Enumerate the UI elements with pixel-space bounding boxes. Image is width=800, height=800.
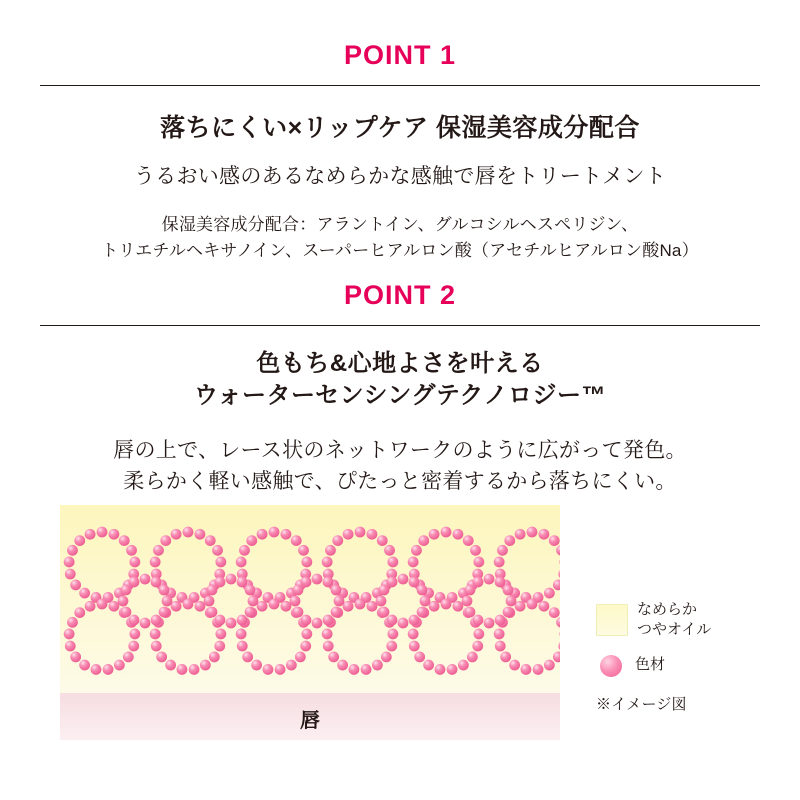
network-illustration: [60, 505, 560, 740]
legend-oil-label-line-2: つやオイル: [637, 621, 712, 639]
point-1-title: POINT 1: [343, 40, 457, 70]
oil-layer: [60, 505, 560, 693]
point-2-section: [0, 280, 800, 498]
point-2-headline-line-2: ウォーターセンシングテクノロジー™: [194, 382, 606, 410]
legend: [596, 600, 786, 714]
illustration-svg: [60, 505, 560, 740]
divider-point-1: [40, 85, 760, 86]
point-2-title: POINT 2: [343, 280, 457, 310]
oil-swatch-icon: [596, 604, 628, 636]
legend-caption: ※イメージ図: [596, 695, 687, 713]
point-1-headline: 落ちにくい×リップケア 保湿美容成分配合: [160, 114, 640, 142]
point-2-headline: [0, 348, 800, 413]
point-2-description-line-2: 柔らかく軽い感触で、ぴたっと密着するから落ちにくい。: [123, 470, 677, 494]
legend-item-pigment: [596, 655, 786, 677]
point-1-section: [0, 40, 800, 265]
point-2-description: [0, 435, 800, 498]
point-2-description-line-1: 唇の上で、レース状のネットワークのように広がって発色。: [113, 438, 687, 462]
lip-label: 唇: [300, 710, 320, 732]
legend-oil-label: [637, 600, 711, 641]
bead-swatch-icon: [600, 655, 622, 677]
point-1-subhead: うるおい感のあるなめらかな感触で唇をトリートメント: [133, 165, 667, 188]
legend-oil-label-line-1: なめらか: [637, 601, 698, 618]
point-1-note: [0, 212, 800, 265]
legend-pigment-label: 色材: [635, 656, 666, 674]
point-1-note-line-2: トリエチルヘキサノイン、スーパーヒアルロン酸（アセチルヒアルロン酸Na）: [101, 241, 699, 261]
legend-item-oil: [596, 600, 786, 641]
divider-point-2: [40, 325, 760, 326]
point-2-headline-line-1: 色もち&心地よさを叶える: [256, 350, 544, 377]
point-1-note-line-1: 保湿美容成分配合：アラントイン、グルコシルヘスペリジン、: [161, 215, 639, 234]
